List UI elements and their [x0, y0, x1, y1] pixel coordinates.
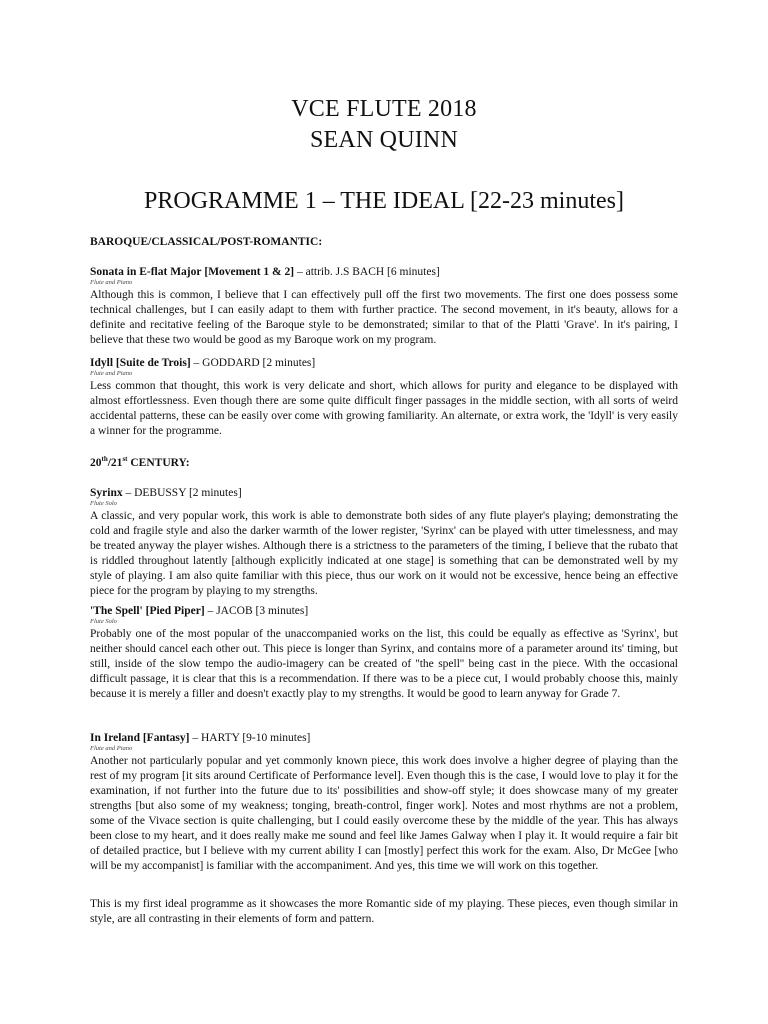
piece-description: Less common that thought, this work is very delicate and short, which allows for purity and elegance to be displayed with almost effortlessness. Even though there are some quite difficult finger passages in the middle section, with all sorts of weird accidental patterns, these can be easily over come with growing familiarity. An alternate, or extra work, the 'Idyll' is very easily a winner for the programme. [90, 380, 678, 437]
piece-description: A classic, and very popular work, this work is able to demonstrate both sides of any flute player's playing; demonstrating the cold and fragile style and also the darker warmth of the lower register, 'Syrinx' can be played with utter timelessness, and may be treated anyway the player wishes. Although there is a strictness to the parameters of the timing, I believe that the rubato that is riddled throughout latently [although explicitly indicated at one stage] is something that can be demonstrated well by my style of playing. I am also quite familiar with this piece, thus our work on it would not be excessive, hence being an effective piece for the program by playing to my strengths. [90, 510, 678, 597]
century-number: /21 [107, 456, 123, 469]
piece-title: In Ireland [90, 732, 140, 744]
piece-title: Idyll [90, 357, 114, 369]
document-title: VCE FLUTE 2018 [291, 96, 477, 122]
piece-composer: – HARTY [9-10 minutes] [189, 732, 311, 744]
programme-heading: PROGRAMME 1 – THE IDEAL [22-23 minutes] [144, 188, 624, 214]
piece-subtitle: [Pied Piper] [145, 605, 205, 617]
piece-subtitle: [Movement 1 & 2] [204, 266, 295, 278]
instrumentation-note: Flute Solo [90, 618, 117, 625]
piece-the-spell [90, 604, 678, 702]
piece-title: Sonata in E-flat Major [90, 266, 202, 278]
century-label: CENTURY: [127, 456, 190, 469]
piece-title: Syrinx [90, 487, 123, 499]
piece-description: Although this is common, I believe that I can effectively pull off the first two movements. The first one does possess some technical challenges, but I can easily adapt to them with further practice. The second movement, in it's beauty, allows for a definite and recitative feeling of the Baroque style to be demonstrated; similar to that of the Platti 'Grave'. In it's pairing, I believe that these two would be good as my Baroque work on my program. [90, 289, 678, 346]
piece-description: Probably one of the most popular of the unaccompanied works on the list, this could be equally as effective as 'Syrinx', but neither should cancel each other out. This piece is longer than Syrinx, and contains more of a parameter around its' timing, but still, inside of the slow tempo the audio-imagery can be created of ''the spell'' being cast in the piece. With the occasional difficult passage, it is clear that this is a recommendation. If there was to be a piece cut, I would probably choose this, mainly because it is merely a filler and doesn't exactly play to my strengths. It would be good to learn anyway for Grade 7. [90, 628, 678, 700]
section-heading-20th-century [90, 455, 190, 469]
instrumentation-note: Flute and Piano [90, 370, 133, 377]
piece-heading [90, 604, 678, 618]
piece-composer: – DEBUSSY [2 minutes] [122, 487, 242, 499]
century-number: 20 [90, 456, 102, 469]
piece-heading [90, 356, 678, 370]
piece-description: Another not particularly popular and yet commonly known piece, this work does involve a higher degree of playing than the rest of my program [it sits around Certificate of Performance level]. Even though this is the case, I would love to play it for the examination, if not further into the future due to its' possibilities and show-off style; it does showcase many of my greater strengths [but also some of my weakness; tonging, breath-control, finger work]. Notes and most rhythms are not a problem, some of the Vivace section is quite challenging, but I could easily overcome these by the middle of the year. This has always been close to my heart, and it does really make me sound and feel like James Galway when I play it. It would require a fair bit of detailed practice, but I believe with my current ability I can [mostly] perfect this work for the exam. Also, Dr McGee [who will be my accompanist] is familiar with the accompaniment. And yes, this time we will work on this together. [90, 755, 678, 872]
piece-composer: – GODDARD [2 minutes] [190, 357, 316, 369]
instrumentation-note: Flute and Piano [90, 745, 133, 752]
century-suffix: th [101, 455, 108, 463]
closing-paragraph: This is my first ideal programme as it showcases the more Romantic side of my playing. These pieces, even though similar in style, are all contrasting in their elements of form and pattern. [90, 898, 678, 925]
section-heading-baroque: BAROQUE/CLASSICAL/POST-ROMANTIC: [90, 236, 323, 248]
instrumentation-note: Flute Solo [90, 500, 117, 507]
piece-heading [90, 265, 678, 279]
instrumentation-note: Flute and Piano [90, 279, 133, 286]
piece-title: 'The Spell' [90, 605, 143, 617]
piece-subtitle: [Suite de Trois] [115, 357, 191, 369]
century-suffix: st [122, 455, 128, 463]
piece-heading [90, 486, 678, 500]
piece-composer: – JACOB [3 minutes] [204, 605, 309, 617]
piece-composer: – attrib. J.S BACH [6 minutes] [294, 266, 440, 278]
piece-idyll [90, 356, 678, 439]
piece-heading [90, 731, 678, 745]
piece-syrinx [90, 486, 678, 599]
piece-in-ireland [90, 731, 678, 874]
author-name: SEAN QUINN [310, 127, 458, 153]
piece-subtitle: [Fantasy] [142, 732, 190, 744]
piece-sonata [90, 265, 678, 348]
